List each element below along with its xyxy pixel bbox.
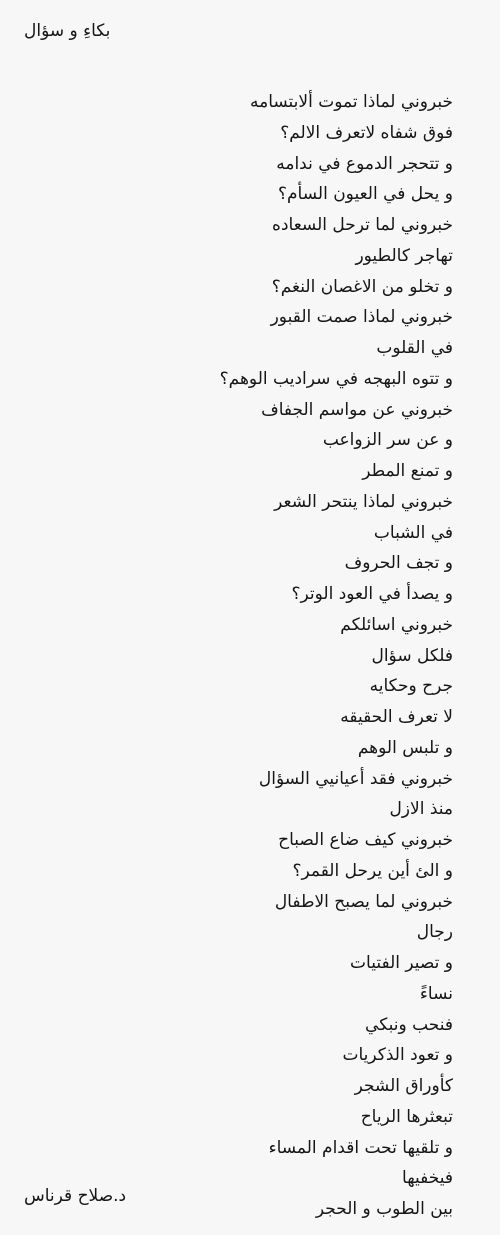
poem-line: خبروني لماذا ينتحر الشعر [274, 491, 453, 512]
poem-line: فيخفيها [402, 1168, 453, 1189]
poem-line: تبعثرها الرياح [360, 1106, 453, 1127]
poem-body [33, 87, 453, 1225]
poem-line: خبروني لماذا تموت ألابتسامه [249, 92, 453, 112]
poem-line: و تتحجر الدموع في ندامه [276, 153, 453, 174]
poem-title: بكاءِ و سؤال [24, 21, 111, 41]
poem-line: و يصدأ في العود الوتر؟ [291, 584, 453, 604]
poem-line: تهاجر كالطيور [355, 245, 453, 266]
poem-line: فنحب ونبكي [365, 1014, 453, 1035]
poem-line: و تتوه البهجه في سراديب الوهم؟ [219, 368, 453, 389]
poem-line: خبروني فقد أعيانيي السؤال [258, 768, 453, 789]
poem-line: و تصير الفتيات [350, 953, 453, 973]
poem-line: خبروني لما ترحل السعاده [272, 215, 453, 235]
poem-line: خبروني لماذا صمت القبور [270, 307, 453, 328]
poem-line: و تخلو من الاغصان النغم؟ [271, 276, 453, 297]
poem-line: فوق شفاه لاتعرف الالم؟ [280, 122, 453, 143]
poem-line: بين الطوب و الحجر [315, 1199, 453, 1219]
poem-line: في الشباب [373, 522, 453, 543]
poem-line: خبروني عن مواسم الجفاف [261, 399, 453, 420]
poem-line: و تجف الحروف [344, 553, 453, 574]
poem-line: كأوراق الشجر [354, 1076, 453, 1096]
poem-line: خبروني اسائلكم [340, 614, 453, 635]
poem-line: و عن سر الزواعب [322, 430, 453, 451]
poem-line: و يحل في العيون السأم؟ [278, 184, 453, 205]
poem-line: و الئ أين يرحل القمر؟ [292, 860, 453, 881]
poem-line: في القلوب [376, 338, 453, 358]
poem-line: و تمنع المطر [362, 461, 453, 481]
poem-line: رجال [416, 922, 453, 943]
poem-line: منذ الازل [389, 799, 453, 820]
poem-line: فلكل سؤال [371, 645, 453, 666]
poem-line: و تعود الذكريات [342, 1045, 453, 1066]
poem-line: نساءً [419, 983, 453, 1004]
author-signature: د.صلاح قرناس [24, 1186, 127, 1206]
poem-line: و تلقيها تحت اقدام المساء [268, 1137, 453, 1158]
poem-line: خبروني كيف ضاع الصباح [278, 830, 453, 850]
poem-line: لا تعرف الحقيقه [340, 707, 453, 727]
poem-line: و تلبس الوهم [357, 737, 453, 758]
poem-line: خبروني لما يصبح الاطفال [274, 891, 453, 912]
poem-line: جرح وحكايه [369, 676, 453, 697]
